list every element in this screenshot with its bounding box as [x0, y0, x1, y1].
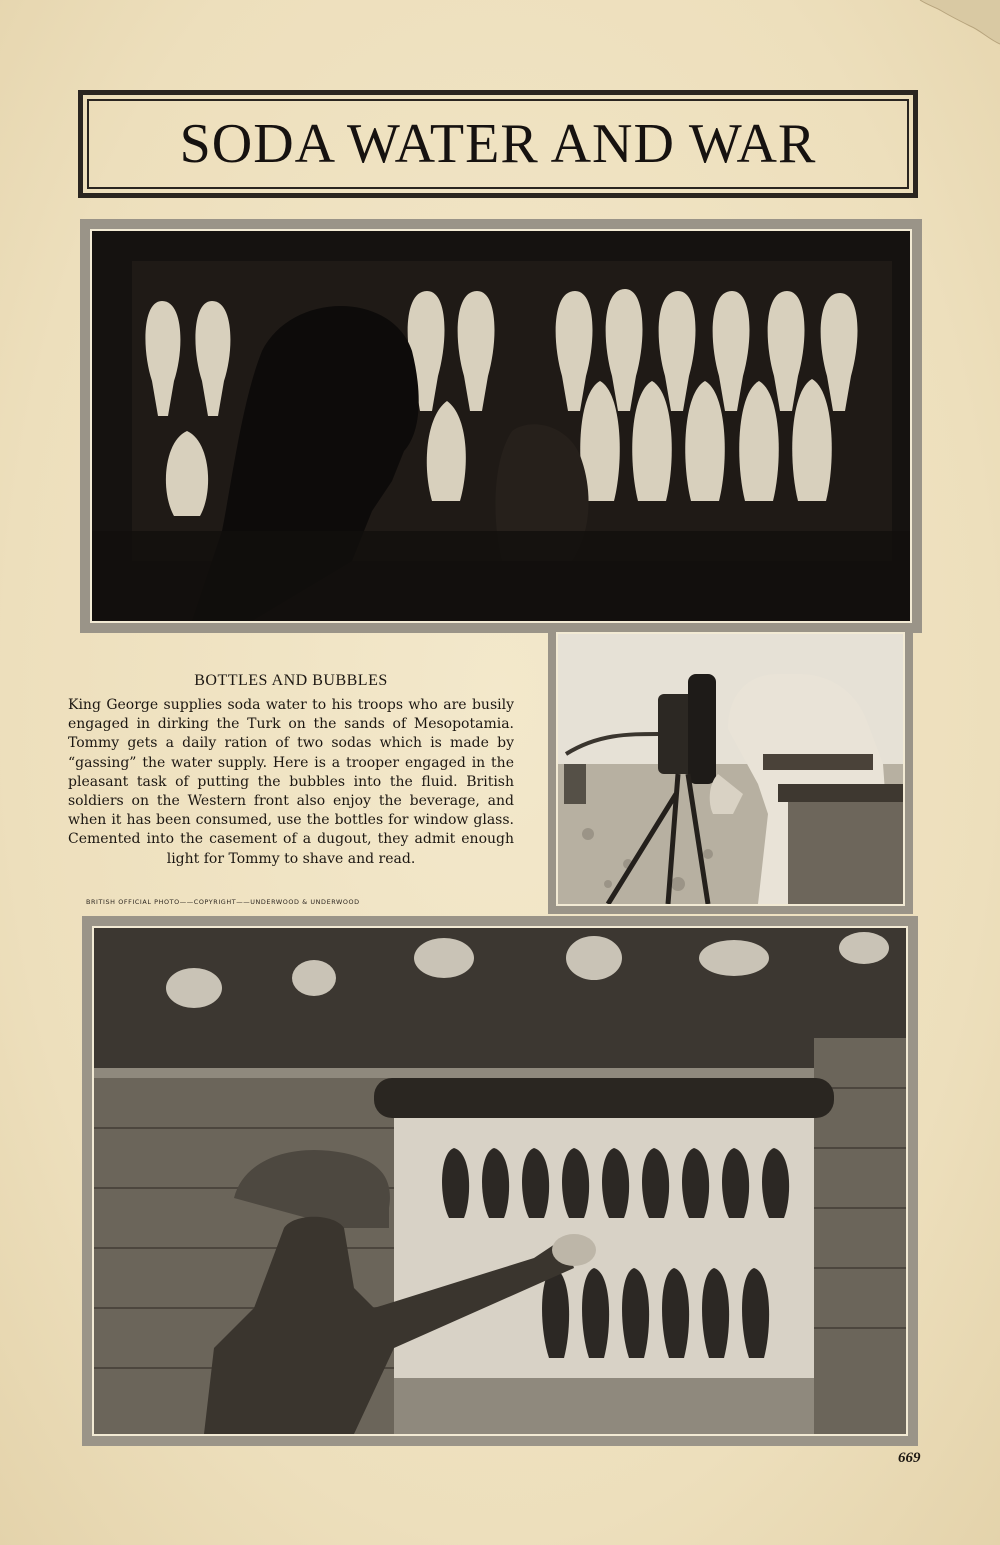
photo-credit: BRITISH OFFICIAL PHOTO——COPYRIGHT——UNDERWOOD & UNDERWOOD — [86, 898, 360, 906]
torn-corner — [910, 0, 1000, 46]
photo-dugout-window — [82, 916, 918, 1446]
dugout-window-image — [94, 928, 906, 1434]
page-title: SODA WATER AND WAR — [179, 113, 817, 175]
caption-body: King George supplies soda water to his troops who are busily engaged in dirking the Turk on the sands of Mesopotamia. Tommy gets a daily ration of two sodas which is made by “gassing” the water supply. Here is a trooper engaged in the pleasant task of putting the bubbles into the fluid. British soldiers on the Western front also enjoy the beverage, and when it has been consumed, use the bottles for window glass. Cemented into the casement of a dugout, they admit enough light for Tommy to shave and read. — [68, 697, 514, 867]
page-number: 669 — [898, 1450, 921, 1466]
bottle-window-image — [92, 231, 910, 621]
caption-heading: BOTTLES AND BUBBLES — [194, 672, 388, 689]
title-box-inner — [87, 99, 909, 189]
photo-bottle-window — [80, 219, 922, 633]
title-box — [78, 90, 918, 198]
trooper-gassing-image — [558, 634, 903, 904]
photo-trooper-gassing — [548, 624, 913, 914]
